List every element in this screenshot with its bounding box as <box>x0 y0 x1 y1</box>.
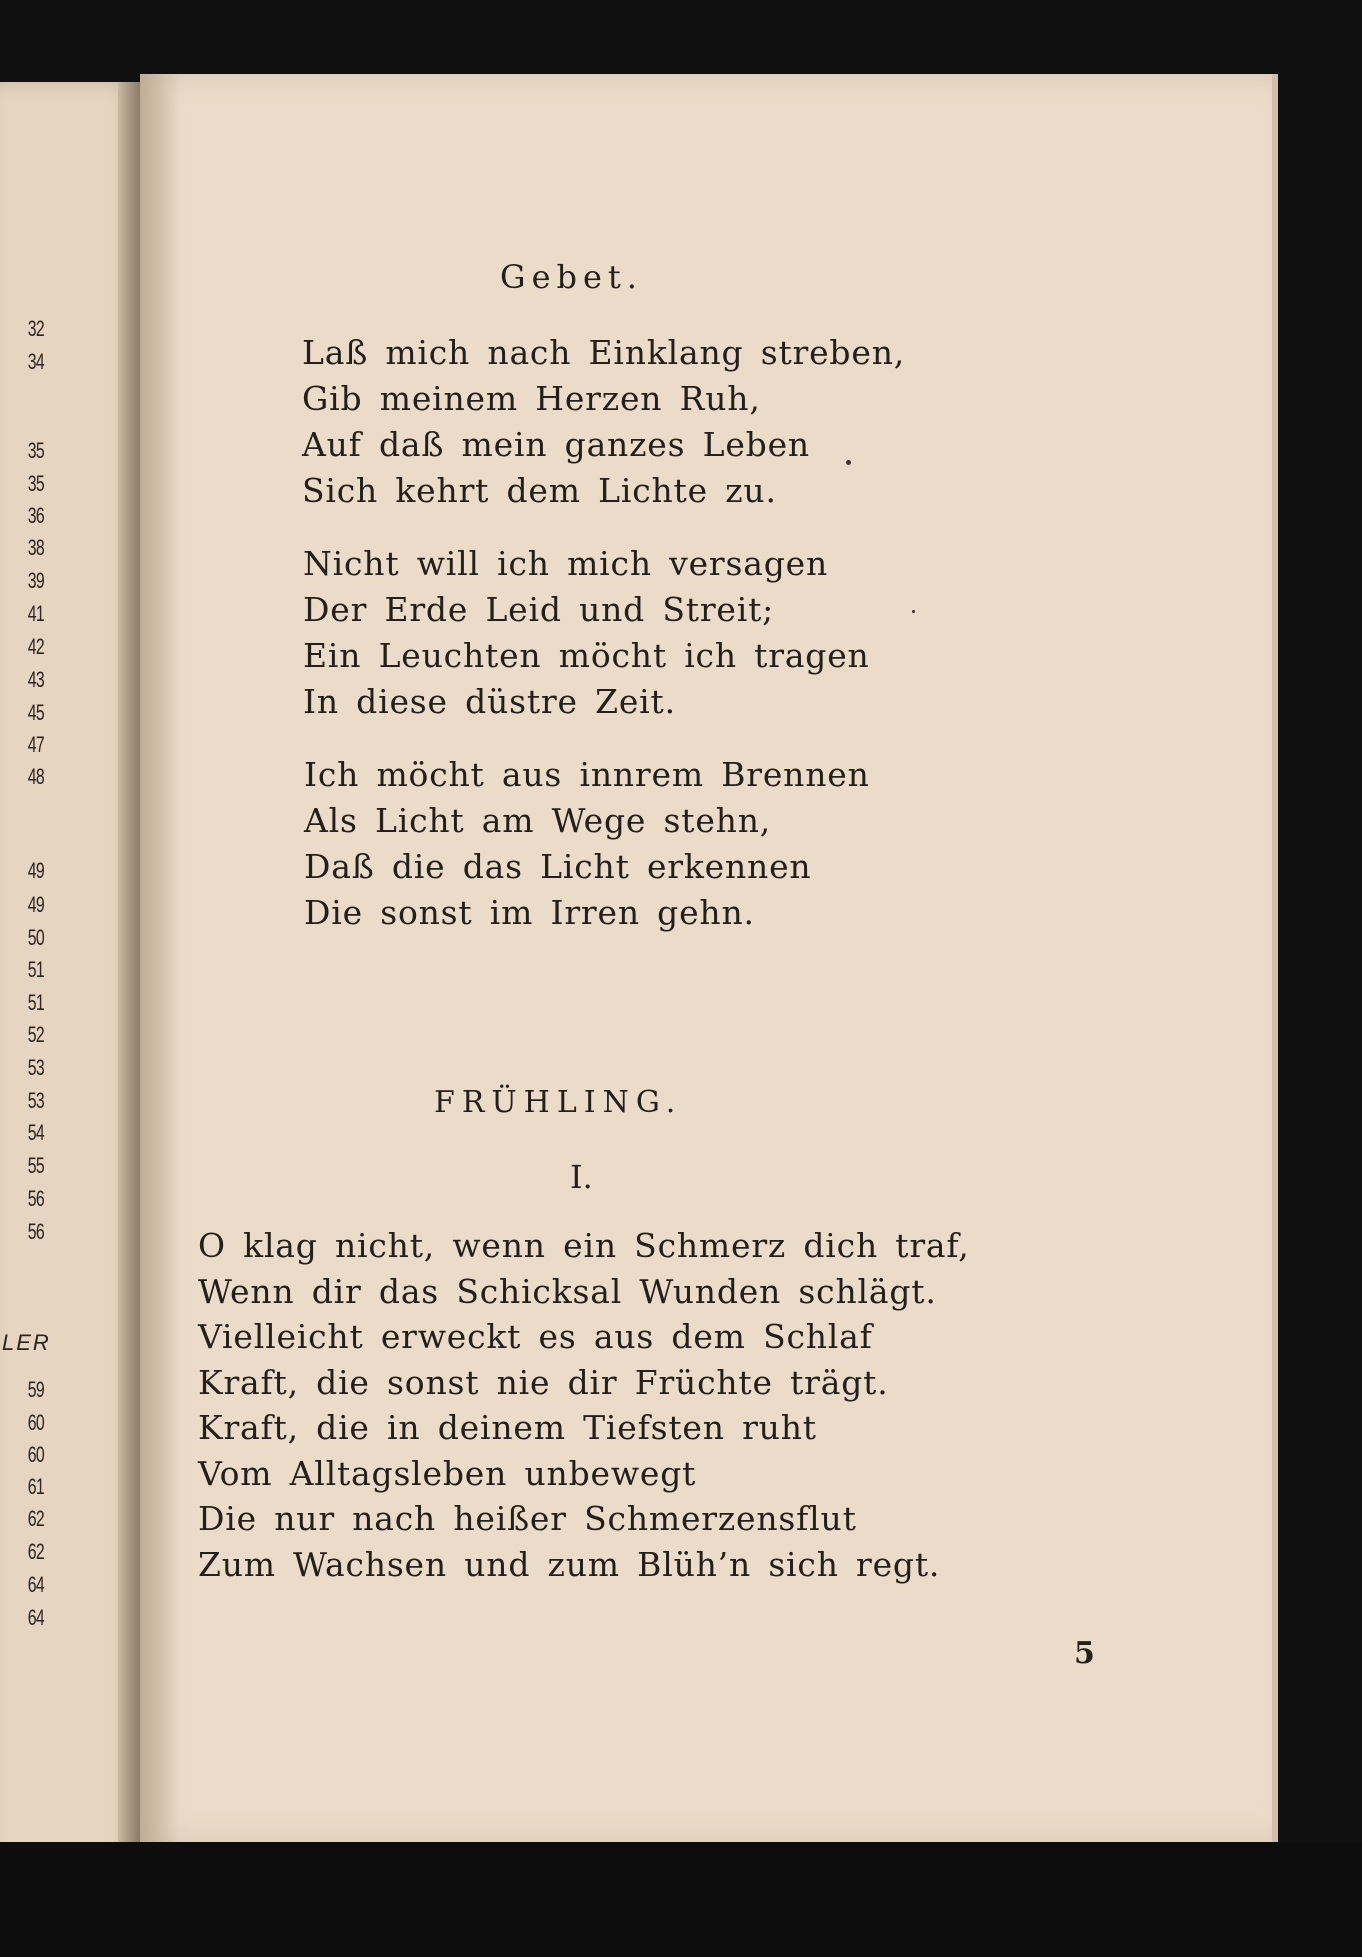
toc-number: 48 <box>27 764 44 789</box>
toc-number: 45 <box>27 700 44 725</box>
toc-number: 47 <box>27 732 44 757</box>
toc-number: 53 <box>27 1088 44 1113</box>
verse-line: Laß mich nach Einklang streben, <box>302 333 906 372</box>
toc-number: 52 <box>27 1022 44 1047</box>
verse-line: O klag nicht, wenn ein Schmerz dich traf, <box>198 1226 970 1265</box>
toc-number: 35 <box>27 471 44 496</box>
toc-number: 64 <box>27 1572 44 1597</box>
verse-line: Ich möcht aus innrem Brennen <box>304 755 870 794</box>
toc-number: 49 <box>27 892 44 917</box>
verse-line: Die sonst im Irren gehn. <box>304 893 755 932</box>
verse-line: Sich kehrt dem Lichte zu. <box>302 471 777 510</box>
toc-number: 62 <box>27 1506 44 1531</box>
paper-speck <box>912 610 915 613</box>
verse-line: In diese düstre Zeit. <box>303 682 676 721</box>
verse-line: Kraft, die sonst nie dir Früchte trägt. <box>198 1362 889 1402</box>
toc-number: 61 <box>27 1474 44 1499</box>
toc-number: 56 <box>27 1219 44 1244</box>
verse-line: Gib meinem Herzen Ruh, <box>302 379 761 418</box>
book-gutter <box>118 82 140 1852</box>
toc-number: 51 <box>27 957 44 982</box>
toc-number: 53 <box>27 1055 44 1080</box>
stanza <box>198 1223 970 1587</box>
stanza <box>303 541 870 725</box>
verse-line: Wenn dir das Schicksal Wunden schlägt. <box>198 1271 937 1311</box>
toc-number: 38 <box>27 535 44 560</box>
toc-number: 56 <box>27 1186 44 1211</box>
verse-line: Kraft, die in deinem Tiefsten ruht <box>198 1408 817 1447</box>
toc-number: 39 <box>27 568 44 593</box>
verse-line: Die nur nach heißer Schmerzensflut <box>198 1499 857 1538</box>
toc-number: 49 <box>27 858 44 883</box>
toc-number: 36 <box>27 503 44 528</box>
toc-section-fragment: LER <box>2 1330 51 1355</box>
poem-title-gebet: Gebet. <box>500 258 643 296</box>
toc-number: 60 <box>27 1442 44 1467</box>
paper-speck <box>846 460 851 465</box>
toc-number: 62 <box>27 1539 44 1564</box>
toc-number: 60 <box>27 1410 44 1435</box>
toc-number: 54 <box>27 1120 44 1145</box>
poem-part-numeral: I. <box>570 1158 593 1196</box>
toc-number: 42 <box>27 634 44 659</box>
verse-line: Vielleicht erweckt es aus dem Schlaf <box>198 1317 873 1356</box>
toc-number: 50 <box>27 925 44 950</box>
page-number: 5 <box>1074 1636 1095 1671</box>
verse-line: Daß die das Licht erkennen <box>304 847 812 886</box>
toc-number: 41 <box>27 601 44 626</box>
verse-line: Als Licht am Wege stehn, <box>304 801 772 840</box>
stanza <box>304 752 870 936</box>
stanza <box>302 330 905 514</box>
bottom-background <box>0 1842 1362 1957</box>
verse-line: Zum Wachsen und zum Blüh’n sich regt. <box>198 1544 941 1584</box>
toc-number: 59 <box>27 1377 44 1402</box>
toc-number: 55 <box>27 1153 44 1178</box>
verse-line: Ein Leuchten möcht ich tragen <box>303 636 870 675</box>
verse-line: Vom Alltagsleben unbewegt <box>198 1453 697 1493</box>
poem-title-fruehling: FRÜHLING. <box>434 1085 683 1120</box>
toc-number: 43 <box>27 667 44 692</box>
verse-line: Nicht will ich mich versagen <box>303 544 829 583</box>
toc-number: 64 <box>27 1605 44 1630</box>
page-gutter-shadow <box>140 74 180 1842</box>
toc-number: 34 <box>27 349 44 374</box>
toc-number: 35 <box>27 438 44 463</box>
toc-number: 51 <box>27 990 44 1015</box>
verse-line: Auf daß mein ganzes Leben <box>302 425 810 464</box>
verse-line: Der Erde Leid und Streit; <box>303 590 775 629</box>
toc-number: 32 <box>27 316 44 341</box>
